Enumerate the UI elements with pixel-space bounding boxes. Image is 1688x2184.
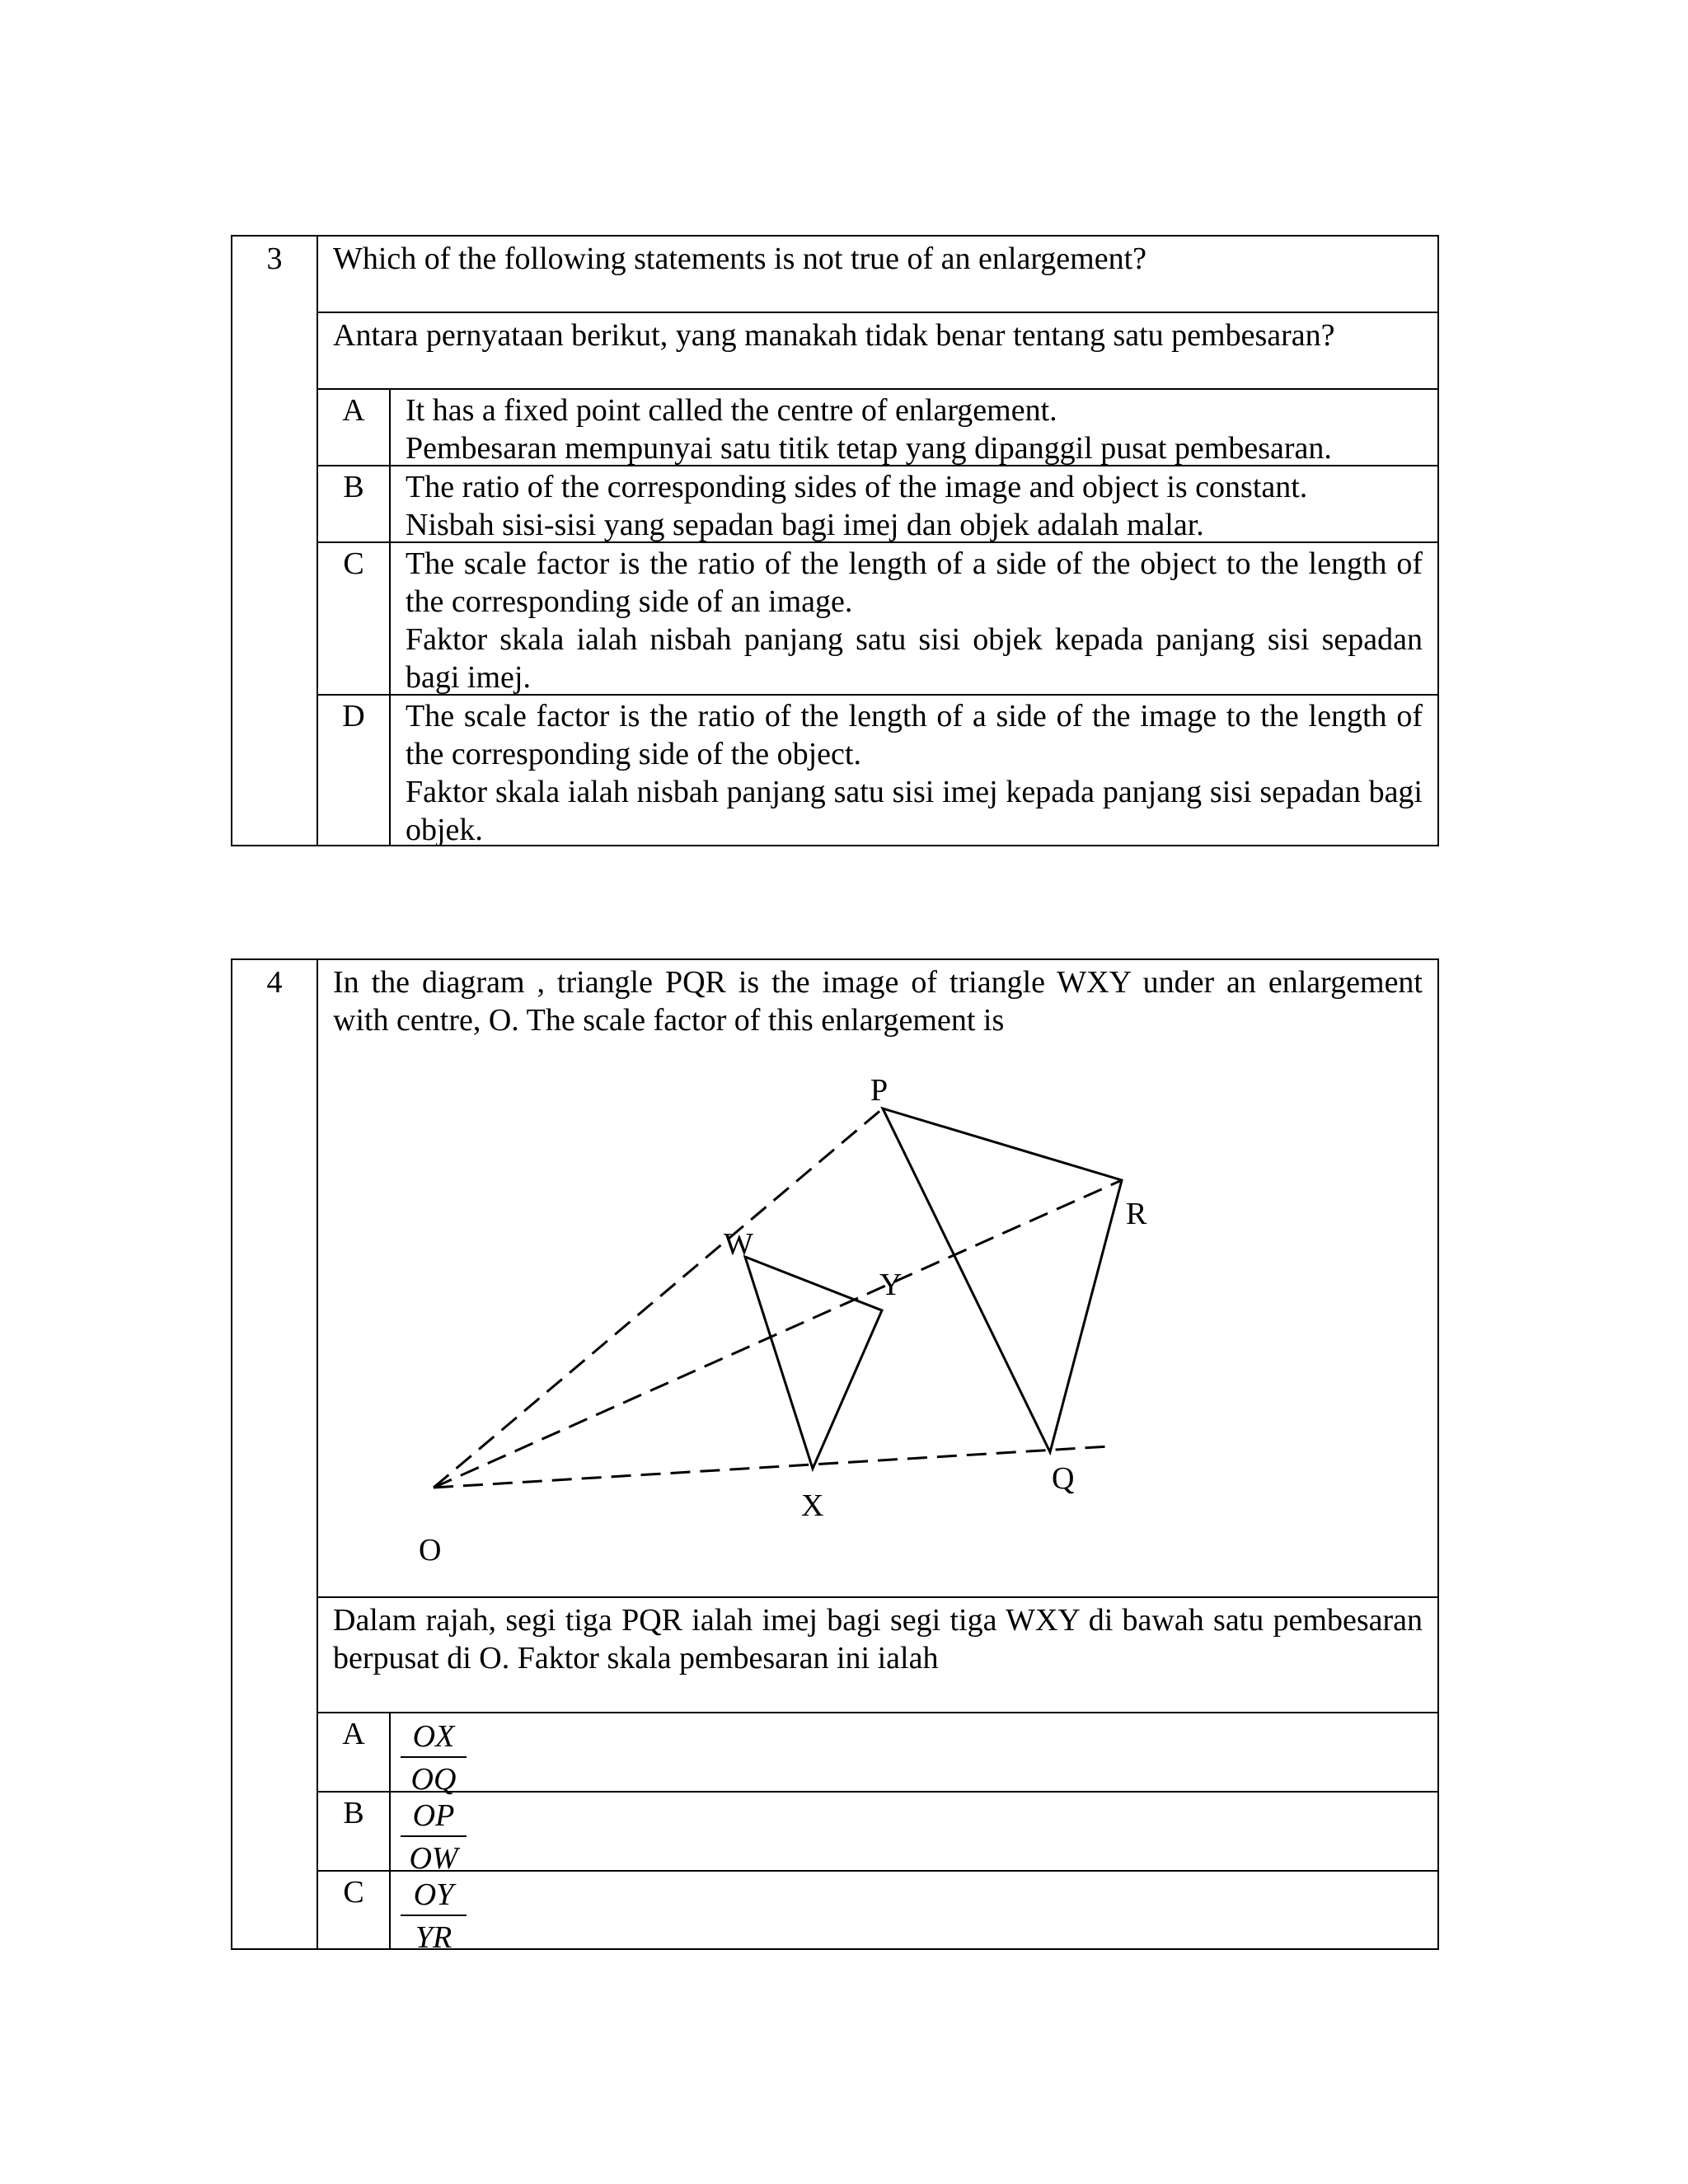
option-letter: B bbox=[343, 470, 364, 504]
question-number: 4 bbox=[266, 965, 283, 1000]
option-a-row bbox=[318, 1713, 1437, 1797]
dashed-construction-lines bbox=[434, 1108, 1122, 1488]
option-letter: D bbox=[342, 699, 365, 733]
line-o-to-p bbox=[434, 1108, 883, 1488]
fraction bbox=[401, 1877, 467, 1956]
label-p: P bbox=[870, 1073, 889, 1108]
option-text bbox=[406, 468, 1423, 544]
label-r: R bbox=[1126, 1197, 1147, 1231]
option-letter-cell bbox=[318, 1872, 391, 1950]
option-text bbox=[406, 391, 1423, 467]
option-malay: Faktor skala ialah nisbah panjang satu sisi objek kepada panjang sisi sepadan bagi imej. bbox=[406, 622, 1423, 695]
question-number-column bbox=[232, 960, 318, 1948]
option-english: The scale factor is the ratio of the length of a side of the image to the length of the corresponding side of the object. bbox=[406, 699, 1423, 771]
question-malay-row bbox=[318, 313, 1437, 390]
option-letter: B bbox=[343, 1796, 364, 1830]
question-4-table bbox=[231, 958, 1439, 1955]
question-number: 3 bbox=[266, 241, 283, 276]
option-letter-cell bbox=[318, 390, 391, 465]
option-text bbox=[406, 545, 1423, 696]
option-text bbox=[406, 697, 1423, 849]
line-o-to-q bbox=[434, 1446, 1109, 1488]
fraction-numerator: OP bbox=[401, 1797, 467, 1837]
option-c-row bbox=[318, 1872, 1437, 1955]
enlargement-diagram bbox=[318, 960, 1439, 1596]
question-english-row bbox=[318, 237, 1437, 313]
line-o-to-r bbox=[434, 1180, 1122, 1488]
question-number-column bbox=[232, 237, 318, 845]
option-d-row bbox=[318, 696, 1437, 846]
option-letter-cell bbox=[318, 1713, 391, 1791]
triangle-wxy bbox=[745, 1257, 882, 1469]
fraction-numerator: OX bbox=[401, 1718, 467, 1758]
fraction-denominator: YR bbox=[415, 1920, 452, 1955]
label-q: Q bbox=[1052, 1461, 1075, 1496]
option-letter: C bbox=[343, 1875, 364, 1910]
triangle-pqr bbox=[883, 1108, 1122, 1452]
option-c-row bbox=[318, 543, 1437, 696]
option-letter-cell bbox=[318, 466, 391, 541]
fraction bbox=[401, 1797, 467, 1877]
question-english: In the diagram , triangle PQR is the image of triangle WXY under an enlargement with centre, O. The scale factor of this enlargement is bbox=[333, 965, 1423, 1038]
option-letter: A bbox=[342, 1717, 365, 1751]
question-3-table bbox=[231, 235, 1439, 846]
question-malay: Dalam rajah, segi tiga PQR ialah imej bagi segi tiga WXY di bawah satu pembesaran berpusat di O. Faktor skala pembesaran ini ialah bbox=[333, 1603, 1423, 1675]
fraction bbox=[401, 1718, 467, 1797]
option-english: The scale factor is the ratio of the length of a side of the object to the length of the corresponding side of an image. bbox=[406, 546, 1423, 619]
question-with-diagram-row bbox=[318, 960, 1437, 1598]
triangle-pqr-shape bbox=[883, 1108, 1122, 1452]
option-english: It has a fixed point called the centre of enlargement. bbox=[406, 393, 1057, 428]
label-w: W bbox=[724, 1227, 753, 1262]
question-malay-row bbox=[318, 1598, 1437, 1713]
option-letter: A bbox=[342, 393, 365, 428]
fraction-numerator: OY bbox=[401, 1877, 467, 1916]
fraction-denominator: OQ bbox=[410, 1762, 457, 1797]
option-english: The ratio of the corresponding sides of the image and object is constant. bbox=[406, 470, 1308, 504]
fraction-denominator: OW bbox=[409, 1841, 458, 1876]
option-b-row bbox=[318, 466, 1437, 543]
question-malay: Antara pernyataan berikut, yang manakah tidak benar tentang satu pembesaran? bbox=[333, 318, 1335, 353]
option-malay: Nisbah sisi-sisi yang sepadan bagi imej dan objek adalah malar. bbox=[406, 508, 1204, 542]
option-letter-cell bbox=[318, 696, 391, 846]
option-b-row bbox=[318, 1793, 1437, 1876]
option-a-row bbox=[318, 390, 1437, 466]
option-letter: C bbox=[343, 546, 364, 581]
option-letter-cell bbox=[318, 543, 391, 694]
option-letter-cell bbox=[318, 1793, 391, 1870]
question-english: Which of the following statements is not true of an enlargement? bbox=[333, 241, 1147, 276]
label-x: X bbox=[801, 1488, 824, 1523]
option-malay: Faktor skala ialah nisbah panjang satu sisi imej kepada panjang sisi sepadan bagi objek. bbox=[406, 775, 1423, 847]
label-y: Y bbox=[879, 1268, 903, 1302]
label-o: O bbox=[419, 1533, 442, 1568]
triangle-wxy-shape bbox=[745, 1257, 882, 1469]
option-malay: Pembesaran mempunyai satu titik tetap yang dipanggil pusat pembesaran. bbox=[406, 431, 1332, 466]
